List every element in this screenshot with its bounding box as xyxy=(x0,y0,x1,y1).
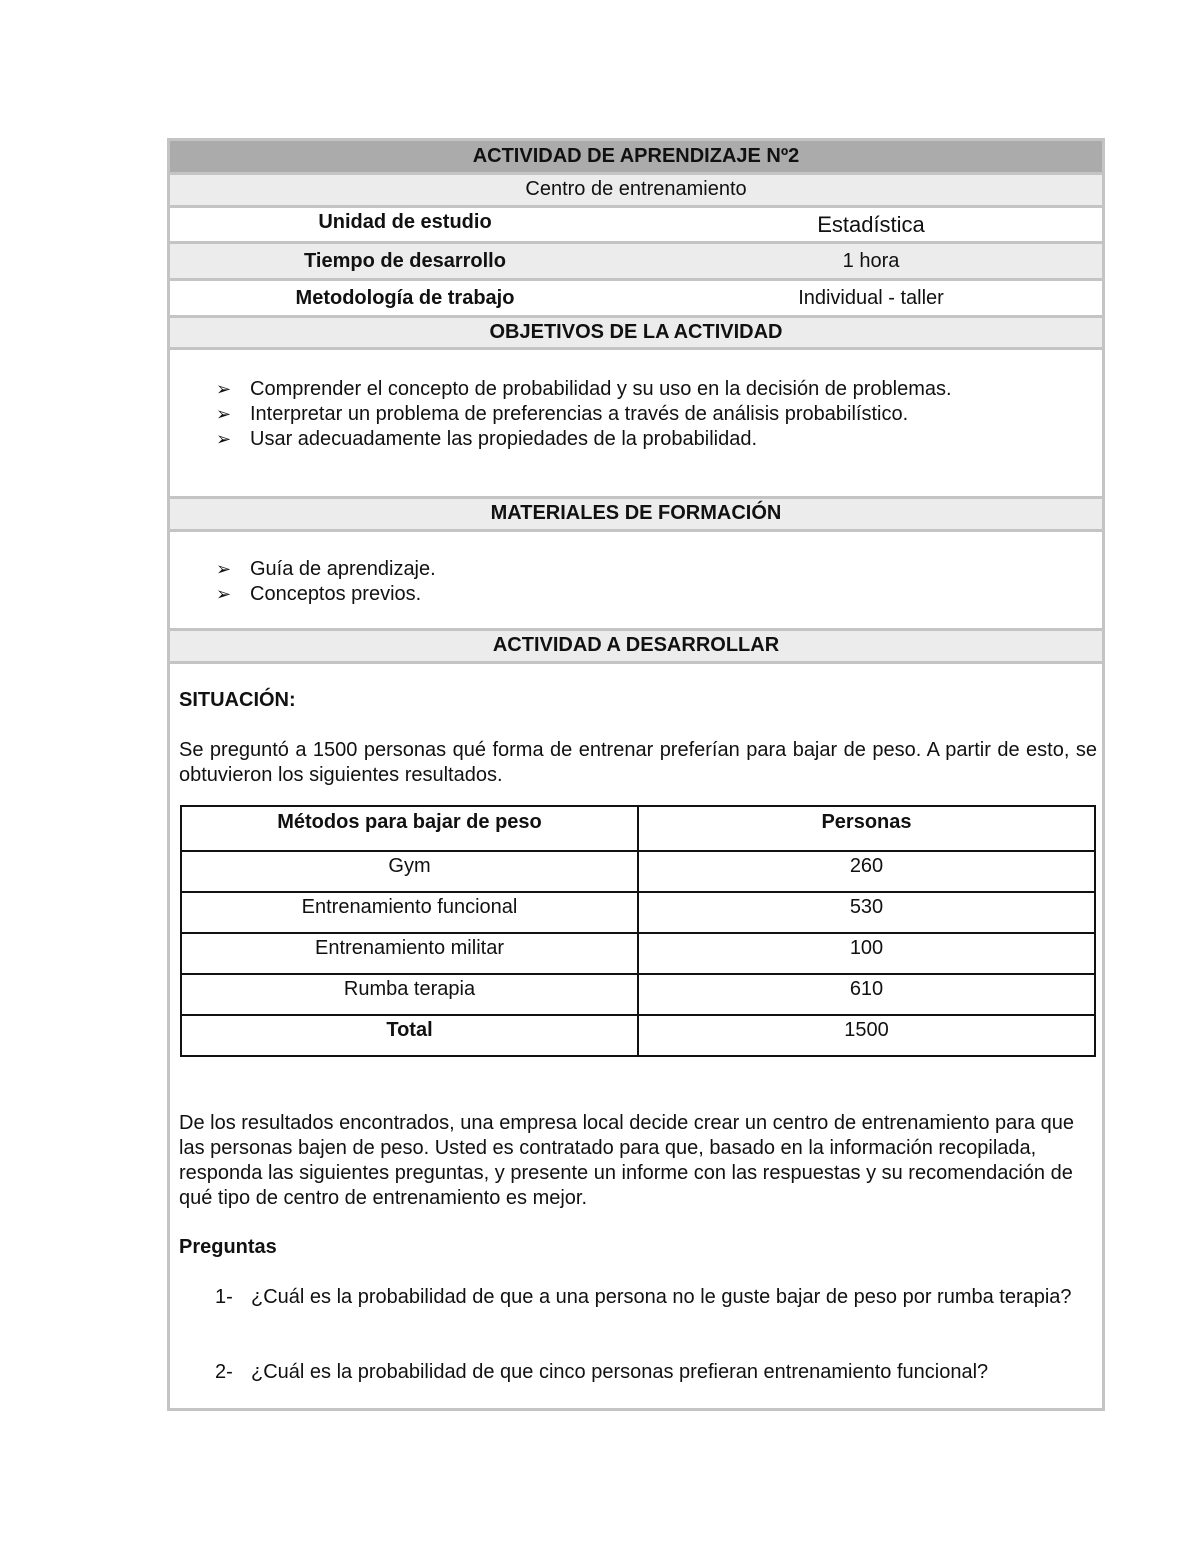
info-label: Metodología de trabajo xyxy=(295,286,515,309)
question-number: 2- xyxy=(215,1361,233,1383)
objetivos-list xyxy=(216,377,952,452)
table-row xyxy=(181,892,1095,933)
question-text: ¿Cuál es la probabilidad de que a una persona no le guste bajar de peso por rumba terapia? xyxy=(251,1286,1072,1308)
table-row xyxy=(181,851,1095,892)
question-item xyxy=(215,1285,1095,1310)
materiales-body xyxy=(170,529,1102,629)
section-header-actividad xyxy=(170,628,1102,661)
activity-sheet xyxy=(167,138,1105,1411)
info-label: Unidad de estudio xyxy=(318,211,492,233)
results-table xyxy=(180,805,1096,1057)
situacion-label: SITUACIÓN: xyxy=(179,689,296,711)
arrow-bullet-icon: ➢ xyxy=(216,559,232,579)
table-cell: 260 xyxy=(638,851,1095,892)
list-item: ➢ Interpretar un problema de preferencias a través de análisis probabilístico. xyxy=(216,403,909,425)
list-item: ➢ Usar adecuadamente las propiedades de la probabilidad. xyxy=(216,428,758,450)
section-title: OBJETIVOS DE LA ACTIVIDAD xyxy=(489,321,783,343)
section-title: ACTIVIDAD A DESARROLLAR xyxy=(492,634,780,656)
table-cell: 1500 xyxy=(638,1015,1095,1056)
info-row-metodologia xyxy=(170,278,1102,315)
table-cell: 530 xyxy=(638,892,1095,933)
table-header-row xyxy=(181,806,1095,851)
arrow-bullet-icon: ➢ xyxy=(216,584,232,604)
question-text: ¿Cuál es la probabilidad de que cinco personas prefieran entrenamiento funcional? xyxy=(251,1361,989,1383)
table-row xyxy=(181,933,1095,974)
table-cell: 610 xyxy=(638,974,1095,1015)
table-header-cell: Personas xyxy=(638,806,1095,851)
info-row-unidad xyxy=(170,205,1102,241)
materiales-list xyxy=(216,557,436,607)
table-cell: Entrenamiento militar xyxy=(181,933,638,974)
arrow-bullet-icon: ➢ xyxy=(216,429,232,449)
activity-subtitle xyxy=(170,172,1102,205)
objetivos-body xyxy=(170,347,1102,498)
table-cell: Gym xyxy=(181,851,638,892)
description-paragraph: De los resultados encontrados, una empresa local decide crear un centro de entrenamiento para que las personas bajen de peso. Usted es contratado para que, basado en la información recopilada, responda las siguientes preguntas, y presente un informe con las respuestas y su recomendación de qué tipo de centro de entrenamiento es mejor. xyxy=(179,1112,1074,1209)
table-cell: Rumba terapia xyxy=(181,974,638,1015)
situacion-intro: Se preguntó a 1500 personas qué forma de entrenar preferían para bajar de peso. A partir de esto, se obtuvieron los siguientes resultados. xyxy=(179,739,1097,786)
section-title: MATERIALES DE FORMACIÓN xyxy=(490,502,782,524)
section-header-objetivos xyxy=(170,315,1102,347)
info-row-tiempo xyxy=(170,241,1102,278)
arrow-bullet-icon: ➢ xyxy=(216,404,232,424)
question-item xyxy=(215,1360,1095,1385)
question-number: 1- xyxy=(215,1286,233,1308)
info-value: 1 hora xyxy=(842,249,900,272)
info-label: Tiempo de desarrollo xyxy=(304,249,506,272)
activity-title-text: ACTIVIDAD DE APRENDIZAJE Nº2 xyxy=(472,145,800,167)
table-cell: 100 xyxy=(638,933,1095,974)
list-item: ➢ Comprender el concepto de probabilidad y su uso en la decisión de problemas. xyxy=(216,378,952,400)
list-item: ➢ Conceptos previos. xyxy=(216,583,422,605)
info-value: Individual - taller xyxy=(798,286,944,309)
table-cell: Entrenamiento funcional xyxy=(181,892,638,933)
table-row xyxy=(181,974,1095,1015)
table-cell: Total xyxy=(181,1015,638,1056)
section-header-materiales xyxy=(170,496,1102,529)
preguntas-label: Preguntas xyxy=(179,1236,277,1258)
activity-subtitle-text: Centro de entrenamiento xyxy=(525,178,747,200)
table-header-cell: Métodos para bajar de peso xyxy=(181,806,638,851)
arrow-bullet-icon: ➢ xyxy=(216,379,232,399)
table-total-row xyxy=(181,1015,1095,1056)
activity-title xyxy=(170,141,1102,172)
list-item: ➢ Guía de aprendizaje. xyxy=(216,558,436,580)
info-value: Estadística xyxy=(817,211,925,237)
